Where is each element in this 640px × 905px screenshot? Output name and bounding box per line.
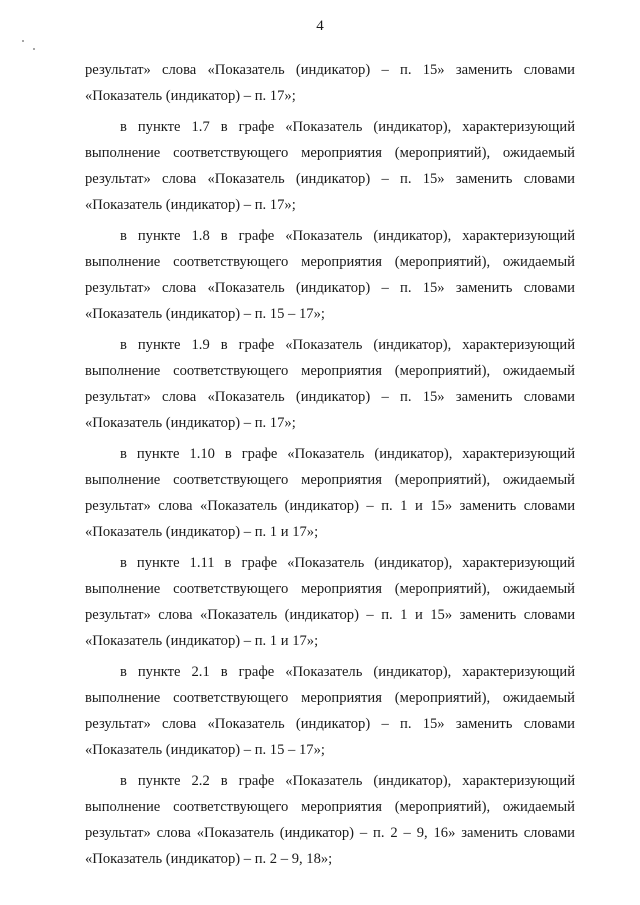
text-line: результат» слова «Показатель (индикатор) – п. 15» заменить словами	[85, 389, 575, 405]
paragraph-item-2-2	[85, 768, 575, 872]
document-body	[85, 57, 575, 872]
text-line: «Показатель (индикатор) – п. 15 – 17»;	[85, 742, 325, 758]
text-line: выполнение соответствующего мероприятия (мероприятий), ожидаемый	[85, 254, 575, 270]
text-line: выполнение соответствующего мероприятия (мероприятий), ожидаемый	[85, 472, 575, 488]
text-line: «Показатель (индикатор) – п. 17»;	[85, 415, 296, 431]
paragraph-item-1-8	[85, 223, 575, 327]
text-line: «Показатель (индикатор) – п. 1 и 17»;	[85, 524, 319, 540]
paragraph-item-2-1	[85, 659, 575, 763]
text-line: в пункте 2.2 в графе «Показатель (индикатор), характеризующий	[120, 773, 575, 789]
text-line: «Показатель (индикатор) – п. 2 – 9, 18»;	[85, 851, 333, 867]
text-line: выполнение соответствующего мероприятия (мероприятий), ожидаемый	[85, 690, 575, 706]
text-line: результат» слова «Показатель (индикатор) – п. 1 и 15» заменить словами	[85, 607, 575, 623]
text-line: «Показатель (индикатор) – п. 1 и 17»;	[85, 633, 319, 649]
text-line: результат» слова «Показатель (индикатор) – п. 15» заменить словами	[85, 280, 575, 296]
text-line: результат» слова «Показатель (индикатор) – п. 15» заменить словами	[85, 171, 575, 187]
text-line: «Показатель (индикатор) – п. 17»;	[85, 197, 296, 213]
text-line: результат» слова «Показатель (индикатор) – п. 15» заменить словами	[85, 62, 575, 78]
text-line: результат» слова «Показатель (индикатор) – п. 2 – 9, 16» заменить словами	[85, 825, 575, 841]
text-line: в пункте 1.10 в графе «Показатель (индикатор), характеризующий	[120, 446, 575, 462]
text-line: в пункте 1.7 в графе «Показатель (индикатор), характеризующий	[120, 119, 575, 135]
paragraph-item-1-11	[85, 550, 575, 654]
paragraph-item-1-7	[85, 114, 575, 218]
text-line: «Показатель (индикатор) – п. 17»;	[85, 88, 296, 104]
scan-speck	[22, 40, 24, 42]
text-line: в пункте 2.1 в графе «Показатель (индикатор), характеризующий	[120, 664, 575, 680]
text-line: результат» слова «Показатель (индикатор) – п. 15» заменить словами	[85, 716, 575, 732]
text-line: в пункте 1.9 в графе «Показатель (индикатор), характеризующий	[120, 337, 575, 353]
page-number: 4	[316, 18, 324, 34]
text-line: результат» слова «Показатель (индикатор) – п. 1 и 15» заменить словами	[85, 498, 575, 514]
text-line: «Показатель (индикатор) – п. 15 – 17»;	[85, 306, 325, 322]
text-line: в пункте 1.8 в графе «Показатель (индикатор), характеризующий	[120, 228, 575, 244]
paragraph-item-1-10	[85, 441, 575, 545]
text-line: выполнение соответствующего мероприятия (мероприятий), ожидаемый	[85, 145, 575, 161]
text-line: выполнение соответствующего мероприятия (мероприятий), ожидаемый	[85, 581, 575, 597]
paragraph-continuation	[85, 57, 575, 109]
text-line: выполнение соответствующего мероприятия (мероприятий), ожидаемый	[85, 363, 575, 379]
paragraph-item-1-9	[85, 332, 575, 436]
text-line: выполнение соответствующего мероприятия (мероприятий), ожидаемый	[85, 799, 575, 815]
scan-speck	[33, 48, 35, 50]
text-line: в пункте 1.11 в графе «Показатель (индикатор), характеризующий	[120, 555, 575, 571]
